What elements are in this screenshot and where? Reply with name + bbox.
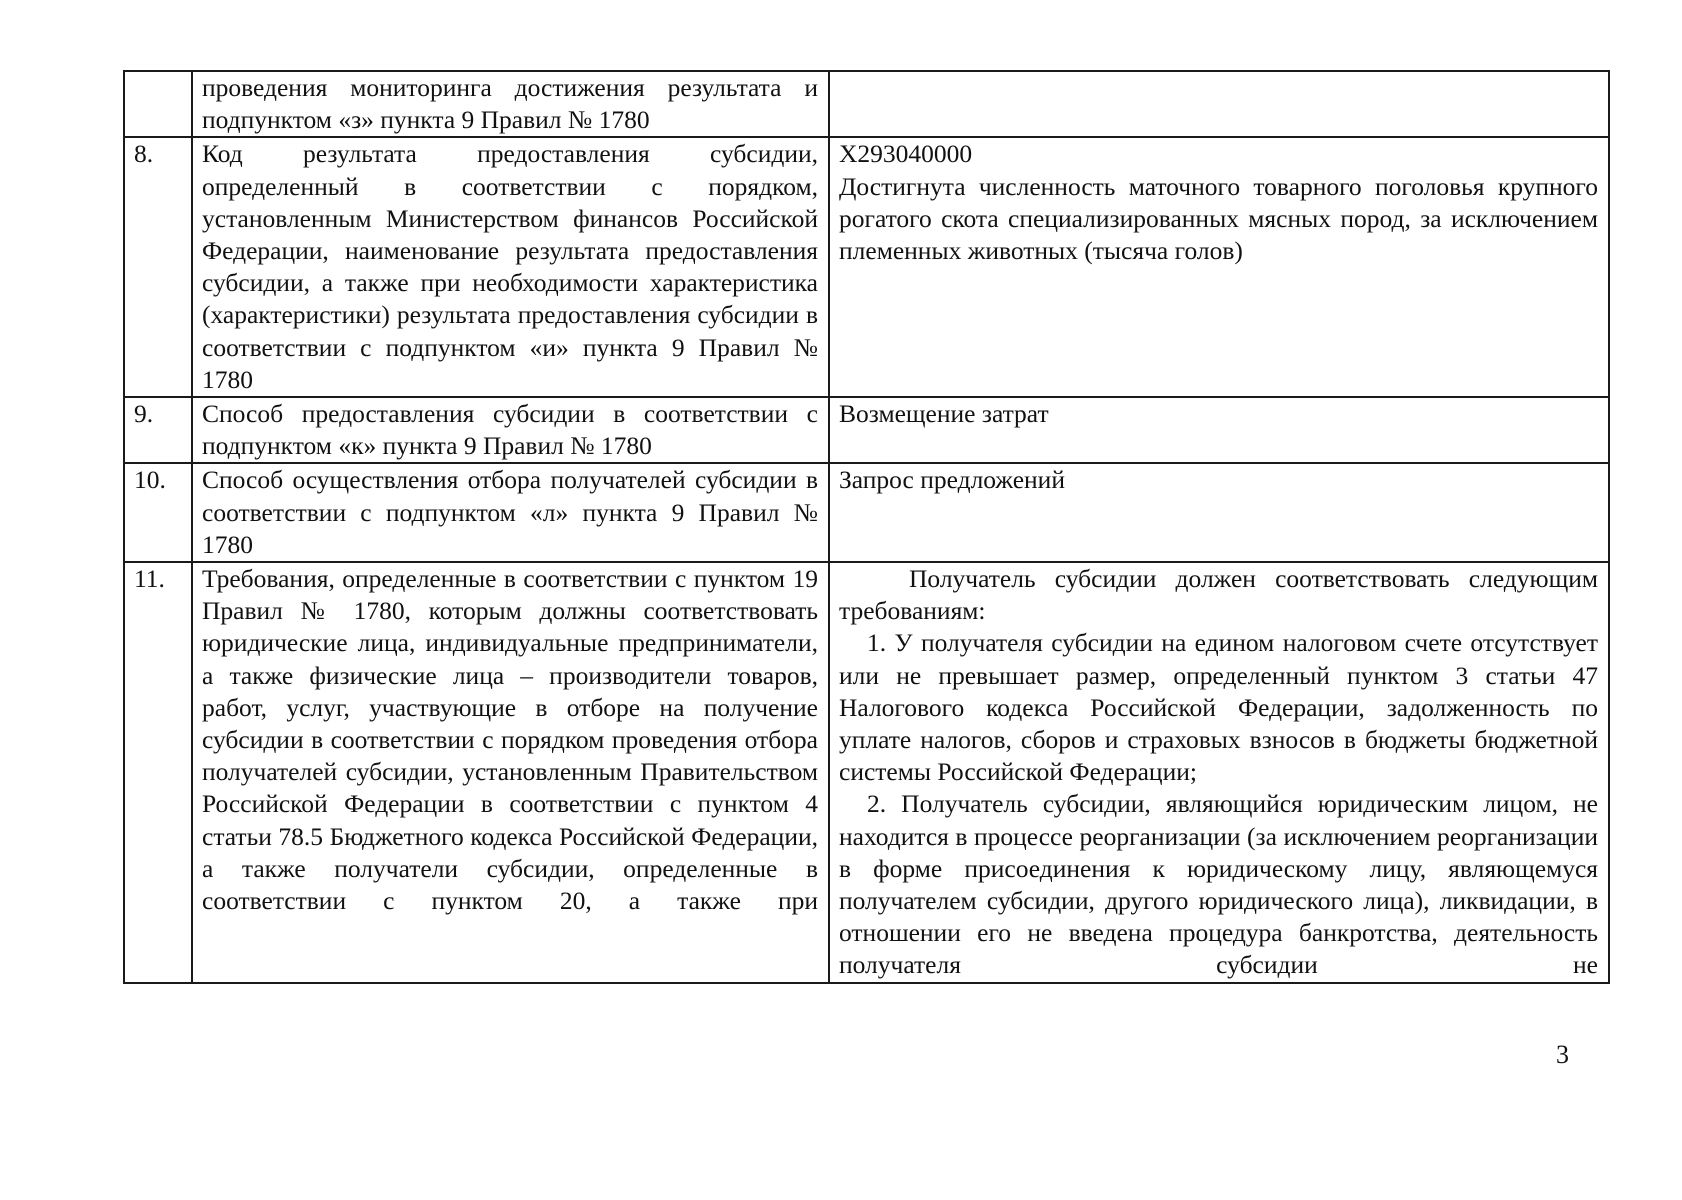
subsidy-method: Возмещение затрат [839, 399, 1049, 429]
table-row [124, 71, 1609, 137]
row-number: 8. [124, 137, 192, 397]
row-description: Способ предоставления субсидии в соответствии с подпунктом «к» пункта 9 Правил № 1780 [192, 397, 829, 463]
row-value [829, 463, 1609, 562]
requirements-intro: Получатель субсидии должен соответствовать следующим требованиям: [839, 564, 1598, 626]
requirement-item: 1. У получателя субсидии на едином налоговом счете отсутствует или не превышает размер, определенный пунктом 3 статьи 47 Налогового кодекса Российской Федерации, задолженность по уплате налогов, сборов и страховых взносов в бюджеты бюджетной системы Российской Федерации; [839, 628, 1598, 787]
row-number: 10. [124, 463, 192, 562]
requirement-item: 2. Получатель субсидии, являющийся юридическим лицом, не находится в процессе реорганизации (за исключением реорганизации в форме присоединения к юридическому лицу, являющемуся получателем субсидии, другого юридического лица), ликвидации, в отношении его не введена процедура банкротства, деятельность получателя субсидии не [839, 789, 1598, 980]
selection-method: Запрос предложений [839, 465, 1065, 495]
result-name: Достигнута численность маточного товарного поголовья крупного рогатого скота специализированных мясных пород, за исключением племенных животных (тысяча голов) [839, 171, 1598, 266]
row-description: Способ осуществления отбора получателей субсидии в соответствии с подпунктом «л» пункта 9 Правил № 1780 [192, 463, 829, 562]
table-row [124, 463, 1609, 562]
row-number: 11. [124, 562, 192, 983]
requirements-table [123, 70, 1610, 984]
result-code: Х293040000 [839, 139, 973, 169]
page-number: 3 [1556, 1040, 1569, 1069]
row-number: 9. [124, 397, 192, 463]
row-description: Код результата предоставления субсидии, определенный в соответствии с порядком, установленным Министерством финансов Российской Федерации, наименование результата предоставления субсидии, а также при необходимости характеристика (характеристики) результата предоставления субсидии в соответствии с подпунктом «и» пункта 9 Правил № 1780 [192, 137, 829, 397]
table-row [124, 397, 1609, 463]
row-value [829, 137, 1609, 397]
row-value [829, 562, 1609, 983]
row-description: Требования, определенные в соответствии с пунктом 19 Правил № 1780, которым должны соответствовать юридические лица, индивидуальные предприниматели, а также физические лица – производители товаров, работ, услуг, участвующие в отборе на получение субсидии в соответствии с порядком проведения отбора получателей субсидии, установленным Правительством Российской Федерации в соответствии с пунктом 4 статьи 78.5 Бюджетного кодекса Российской Федерации, а также получатели субсидии, определенные в соответствии с пунктом 20, а также при [192, 562, 829, 983]
table-row [124, 562, 1609, 983]
row-value [829, 397, 1609, 463]
row-description: проведения мониторинга достижения результата и подпунктом «з» пункта 9 Правил № 1780 [192, 71, 829, 137]
row-number [124, 71, 192, 137]
table-row [124, 137, 1609, 397]
row-value [829, 71, 1609, 137]
